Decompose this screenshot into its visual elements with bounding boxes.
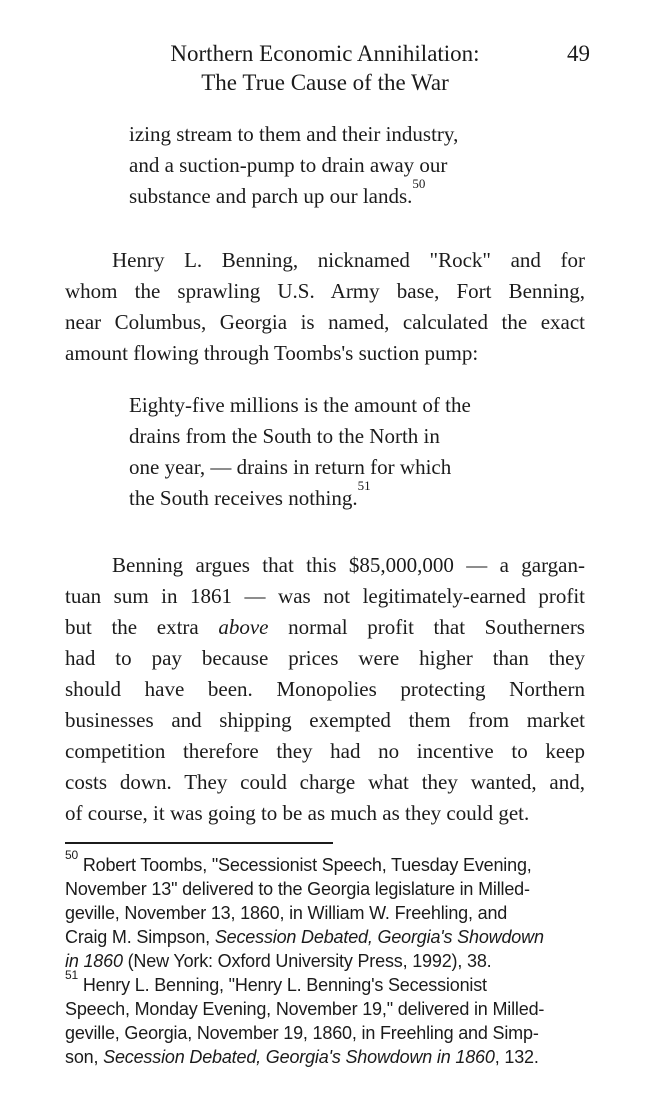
- text-line: whom the sprawling U.S. Army base, Fort Benning,: [65, 279, 585, 303]
- running-header: [65, 39, 585, 97]
- blockquote-benning: [129, 390, 549, 514]
- text-line: Henry L. Benning, nicknamed "Rock" and for: [112, 248, 585, 272]
- footnote-marker-50: 50: [65, 848, 78, 862]
- footnote-text: , 132.: [494, 1047, 539, 1067]
- footnote-line: geville, November 13, 1860, in William W. Freehling, and: [65, 903, 508, 923]
- footnote-text: Craig M. Simpson,: [65, 927, 215, 947]
- book-title-italic: Secession Debated, Georgia's Showdown: [214, 927, 544, 947]
- footnote-line: [65, 925, 610, 949]
- footnote-line: November 13" delivered to the Georgia legislature in Milled-: [65, 879, 530, 899]
- paragraph-benning-argument: [65, 550, 585, 829]
- footnote-text: Henry L. Benning, "Henry L. Benning's Secessionist: [78, 975, 487, 995]
- footnote-line: [65, 968, 610, 997]
- book-title-italic: in 1860: [65, 951, 123, 971]
- footnote-line: [65, 848, 610, 877]
- blockquote-toombs: [129, 119, 549, 212]
- text-line: competition therefore they had no incentive to keep: [65, 739, 585, 763]
- footnote-line: Speech, Monday Evening, November 19," delivered in Milled-: [65, 999, 545, 1019]
- page-number: 49: [567, 41, 590, 66]
- footnote-line: [65, 1045, 610, 1069]
- footnote-marker-51: 51: [65, 968, 78, 982]
- text-line: Benning argues that this $85,000,000 — a gargan-: [112, 553, 585, 577]
- quote-line-text: the South receives nothing.: [129, 486, 358, 510]
- italic-word: above: [218, 615, 269, 639]
- footnote-text: Robert Toombs, "Secessionist Speech, Tuesday Evening,: [78, 855, 532, 875]
- text-line: tuan sum in 1861 — was not legitimately-earned profit: [65, 584, 585, 608]
- quote-line: and a suction-pump to drain away our: [129, 153, 448, 177]
- footnote-50: [65, 848, 610, 973]
- running-title-line2: The True Cause of the War: [201, 70, 449, 95]
- footnote-ref-51: 51: [357, 478, 371, 493]
- text-line: had to pay because prices were higher than they: [65, 646, 585, 670]
- text-line: should have been. Monopolies protecting Northern: [65, 677, 585, 701]
- footnote-51: [65, 968, 610, 1069]
- footnote-ref-50: 50: [412, 176, 426, 191]
- footnotes: [65, 848, 610, 1069]
- text-line: of course, it was going to be as much as they could get.: [65, 801, 530, 825]
- text-segment: normal profit that Southerners: [268, 615, 585, 639]
- text-line: [65, 612, 585, 643]
- quote-line: one year, — drains in return for which: [129, 455, 452, 479]
- footnote-text: (New York: Oxford University Press, 1992), 38.: [122, 951, 492, 971]
- quote-line: drains from the South to the North in: [129, 424, 440, 448]
- quote-line-text: substance and parch up our lands.: [129, 184, 413, 208]
- quote-line: izing stream to them and their industry,: [129, 122, 459, 146]
- footnote-line: geville, Georgia, November 19, 1860, in Freehling and Simp-: [65, 1023, 539, 1043]
- text-line: costs down. They could charge what they wanted, and,: [65, 770, 585, 794]
- footnote-text: son,: [65, 1047, 104, 1067]
- running-title-line1: Northern Economic Annihilation:: [170, 41, 480, 66]
- text-line: near Columbus, Georgia is named, calculated the exact: [65, 310, 585, 334]
- paragraph-benning-intro: [65, 245, 585, 369]
- quote-line: Eighty-five millions is the amount of the: [129, 393, 471, 417]
- quote-line: [129, 478, 549, 514]
- text-segment: but the extra: [65, 615, 219, 639]
- footnote-separator: [65, 842, 333, 844]
- book-title-italic: Secession Debated, Georgia's Showdown in 1860: [103, 1047, 495, 1067]
- text-line: businesses and shipping exempted them from market: [65, 708, 585, 732]
- quote-line: [129, 176, 549, 212]
- text-line: amount flowing through Toombs's suction pump:: [65, 341, 479, 365]
- footnote-line: [65, 949, 610, 973]
